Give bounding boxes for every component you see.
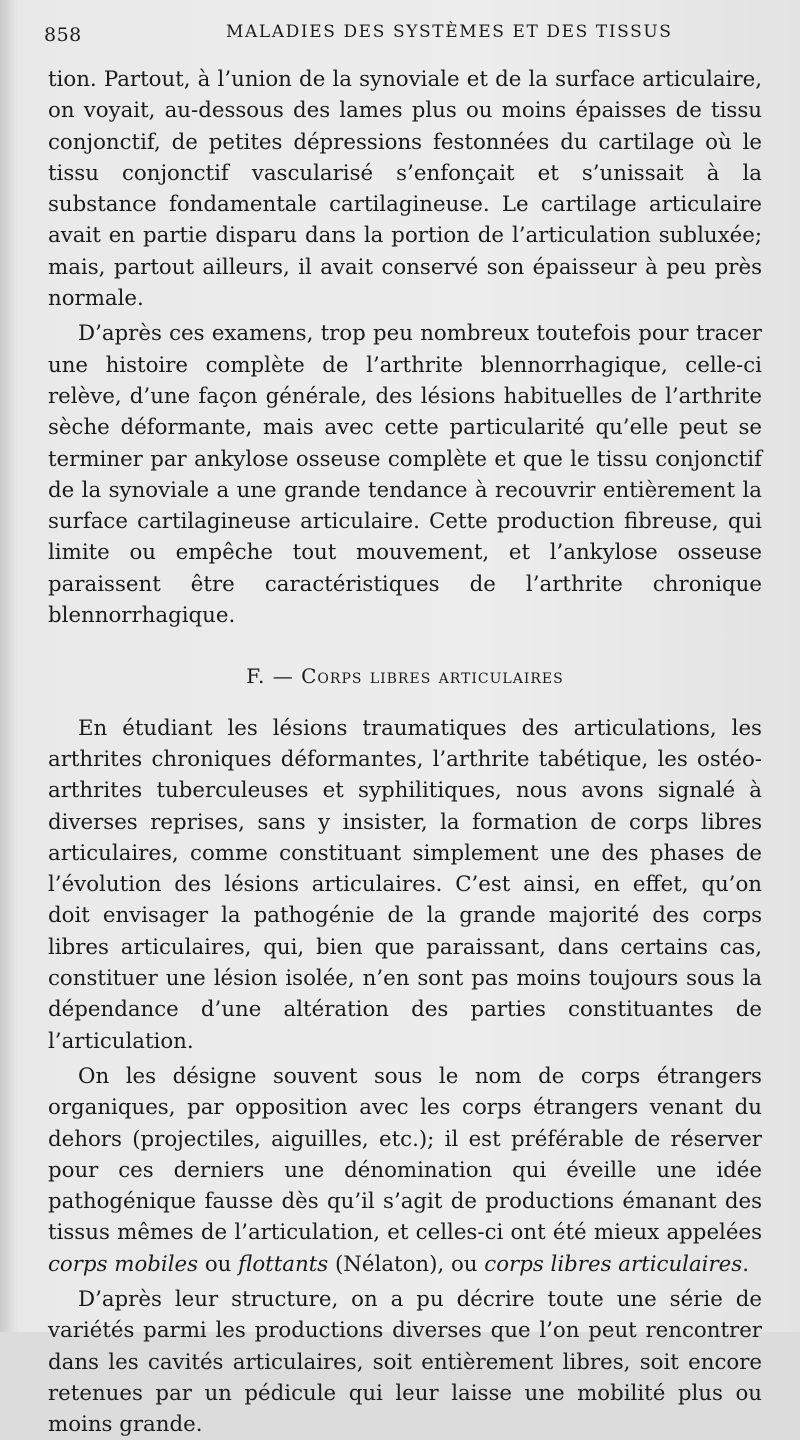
italic-term: corps mobiles (48, 1251, 199, 1277)
page-number: 858 (44, 24, 82, 46)
paragraph-conclusion: D’après ces examens, trop peu nombreux toutefois pour tracer une histoire complète de l’arthrite blennorrhagique, celle-ci relève, d’une façon générale, des lésions habituelles de l’arthrite sèche déformante, mais avec cette particularité qu’elle peut se terminer par ankylose osseuse complète et que le tissu conjonctif de la synoviale a une grande tendance à recouvrir entièrement la surface cartilagineuse articulaire. Cette production fibreuse, qui limite ou empêche tout mouvement, et l’ankylose osseuse paraissent être caractéristiques de l’arthrite chronique blennorrhagique. (48, 321, 762, 629)
page-header (44, 14, 760, 54)
paragraph-naming (48, 1061, 762, 1280)
paragraph-intro: En étudiant les lésions traumatiques des articulations, les arthrites chroniques déformantes, l’arthrite tabétique, les ostéo-arthrites tuberculeuses et syphilitiques, nous avons signalé à diverses reprises, sans y insister, la formation de corps libres articulaires, comme constituant simplement une des phases de l’évolution des lésions articulaires. C’est ainsi, en effet, qu’on doit envisager la pathogénie de la grande majorité des corps libres articulaires, qui, bien que paraissant, dans certains cas, constituer une lésion isolée, n’en sont pas moins toujours sous la dépendance d’une altération des parties constituantes de l’articulation. (48, 715, 762, 1054)
text-run: On les désigne souvent sous le nom de corps étrangers organiques, par opposition avec les corps étrangers venant du dehors (projectiles, aiguilles, etc.); il est préférable de réserver pour ces derniers une dénomination qui éveille une idée pathogénique fausse dès qu’il s’agit de productions émanant des tissus mêmes de l’articulation, et celles-ci ont été mieux appelées (48, 1063, 762, 1246)
italic-term: corps libres articulaires (484, 1251, 743, 1277)
section-letter: F. — (246, 664, 302, 689)
italic-term: flottants (238, 1251, 329, 1277)
text-run: ou (198, 1251, 239, 1277)
section-heading (48, 661, 762, 692)
running-title: MALADIES DES SYSTÈMES ET DES TISSUS (226, 22, 673, 42)
page-body (48, 64, 762, 1440)
text-run: (Nélaton), ou (328, 1251, 485, 1277)
paragraph-continuation: tion. Partout, à l’union de la synoviale et de la surface articulaire, on voyait, au-dessous des lames plus ou moins épaisses de tissu conjonctif, de petites dépressions festonnées du cartilage où le tissu conjonctif vascularisé s’enfonçait et s’unissait à la substance fondamentale cartilagineuse. Le cartilage articulaire avait en partie disparu dans la portion de l’articulation subluxée; mais, partout ailleurs, il avait conservé son épaisseur à peu près normale. (48, 67, 762, 312)
text-run: . (742, 1251, 749, 1277)
paragraph-structure: D’après leur structure, on a pu décrire toute une série de variétés parmi les productions diverses que l’on peut rencontrer dans les cavités articulaires, soit entièrement libres, soit encore retenues par un pédicule qui leur laisse une mobilité plus ou moins grande. (48, 1286, 762, 1438)
section-title-text: Corps libres articulaires (301, 664, 564, 689)
